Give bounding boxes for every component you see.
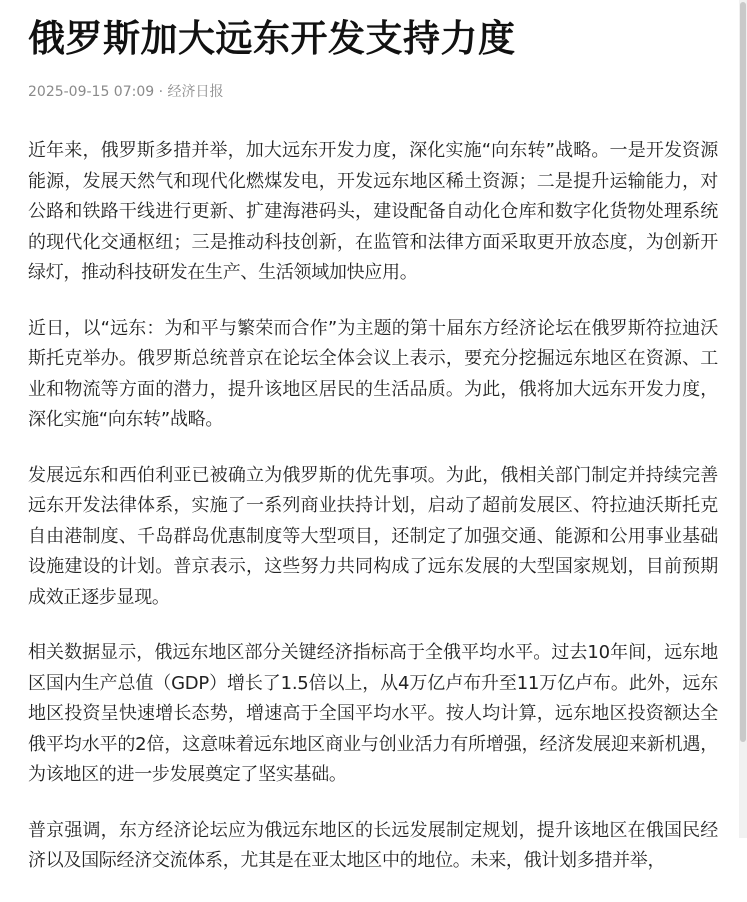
article-title: 俄罗斯加大远东开发支持力度 <box>28 17 516 60</box>
paragraph: 相关数据显示，俄远东地区部分关键经济指标高于全俄平均水平。过去10年间，远东地区国内生产总值（GDP）增长了1.5倍以上，从4万亿卢布升至11万亿卢布。此外，远东地区投资呈快速增长态势，增速高于全国平均水平。按人均计算，远东地区投资额达全俄平均水平的2倍，这意味着远东地区商业与创业活力有所增强，经济发展迎来新机遇，为该地区的进一步发展奠定了坚实基础。 <box>28 642 718 785</box>
paragraph: 普京强调，东方经济论坛应为俄远东地区的长远发展制定规划，提升该地区在俄国民经济以及国际经济交流体系，尤其是在亚太地区中的地位。未来，俄计划多措并举， <box>28 819 718 871</box>
article-meta: 2025-09-15 07:09 · 经济日报 <box>28 84 224 100</box>
paragraph: 发展远东和西伯利亚已被确立为俄罗斯的优先事项。为此，俄相关部门制定并持续完善远东开发法律体系，实施了一系列商业扶持计划，启动了超前发展区、符拉迪沃斯托克自由港制度、千岛群岛优惠制度等大型项目，还制定了加强交通、能源和公用事业基础设施建设的计划。普京表示，这些努力共同构成了远东发展的大型国家规划，目前预期成效正逐步显现。 <box>28 464 718 608</box>
article-body <box>28 136 718 902</box>
paragraph: 近日，以“远东：为和平与繁荣而合作”为主题的第十届东方经济论坛在俄罗斯符拉迪沃斯托克举办。俄罗斯总统普京在论坛全体会议上表示，要充分挖掘远东地区在资源、工业和物流等方面的潜力，提升该地区居民的生活品质。为此，俄将加大远东开发力度，深化实施“向东转”战略。 <box>28 317 718 430</box>
scrollbar[interactable] <box>739 0 747 838</box>
paragraph: 近年来，俄罗斯多措并举，加大远东开发力度，深化实施“向东转”战略。一是开发资源能源，发展天然气和现代化燃煤发电，开发远东地区稀土资源；二是提升运输能力，对公路和铁路干线进行更新、扩建海港码头，建设配备自动化仓库和数字化货物处理系统的现代化交通枢纽；三是推动科技创新，在监管和法律方面采取更开放态度，为创新开绿灯，推动科技研发在生产、生活领域加快应用。 <box>28 140 718 283</box>
scrollbar-thumb[interactable] <box>740 2 746 742</box>
